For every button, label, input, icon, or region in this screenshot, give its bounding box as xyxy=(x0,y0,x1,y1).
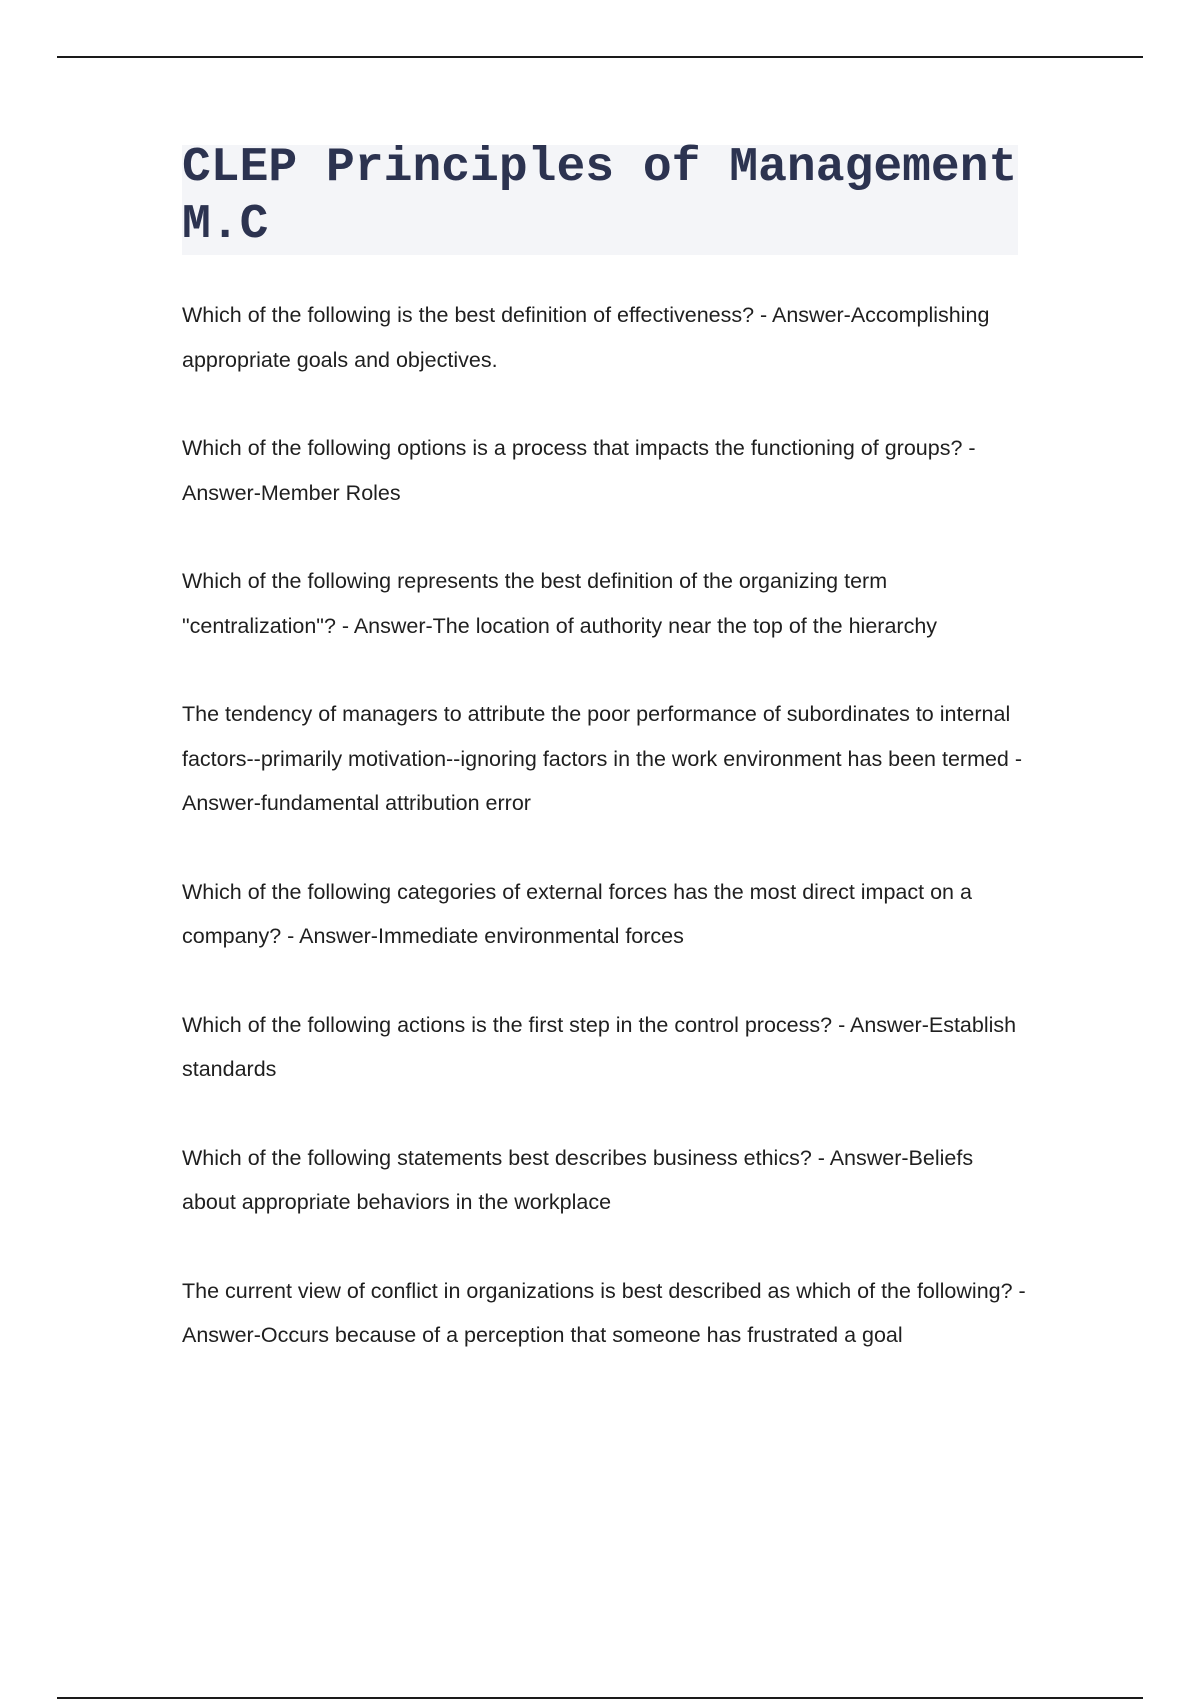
qa-item: Which of the following is the best definition of effectiveness? - Answer-Accomplishing appropriate goals and objectives. xyxy=(182,303,990,372)
bottom-divider xyxy=(57,1697,1143,1699)
qa-item: Which of the following options is a process that impacts the functioning of groups? - Answer-Member Roles xyxy=(182,436,976,505)
qa-item: Which of the following represents the best definition of the organizing term "centralization"? - Answer-The location of authority near the top of the hierarchy xyxy=(182,569,938,638)
qa-item: Which of the following statements best describes business ethics? - Answer-Beliefs about appropriate behaviors in the workplace xyxy=(182,1145,974,1214)
qa-list xyxy=(182,293,1027,1402)
top-divider xyxy=(57,56,1143,58)
qa-item: Which of the following actions is the first step in the control process? - Answer-Establish standards xyxy=(182,1012,1017,1081)
document-title: CLEP Principles of Management M.C xyxy=(182,141,1018,252)
qa-item: The current view of conflict in organizations is best described as which of the following? - Answer-Occurs because of a perception that someone has frustrated a goal xyxy=(182,1278,1026,1347)
qa-item: Which of the following categories of external forces has the most direct impact on a company? - Answer-Immediate environmental forces xyxy=(182,879,972,948)
qa-item: The tendency of managers to attribute the poor performance of subordinates to internal factors--primarily motivation--ignoring factors in the work environment has been termed - Answer-fundamental attribution error xyxy=(182,702,1023,815)
